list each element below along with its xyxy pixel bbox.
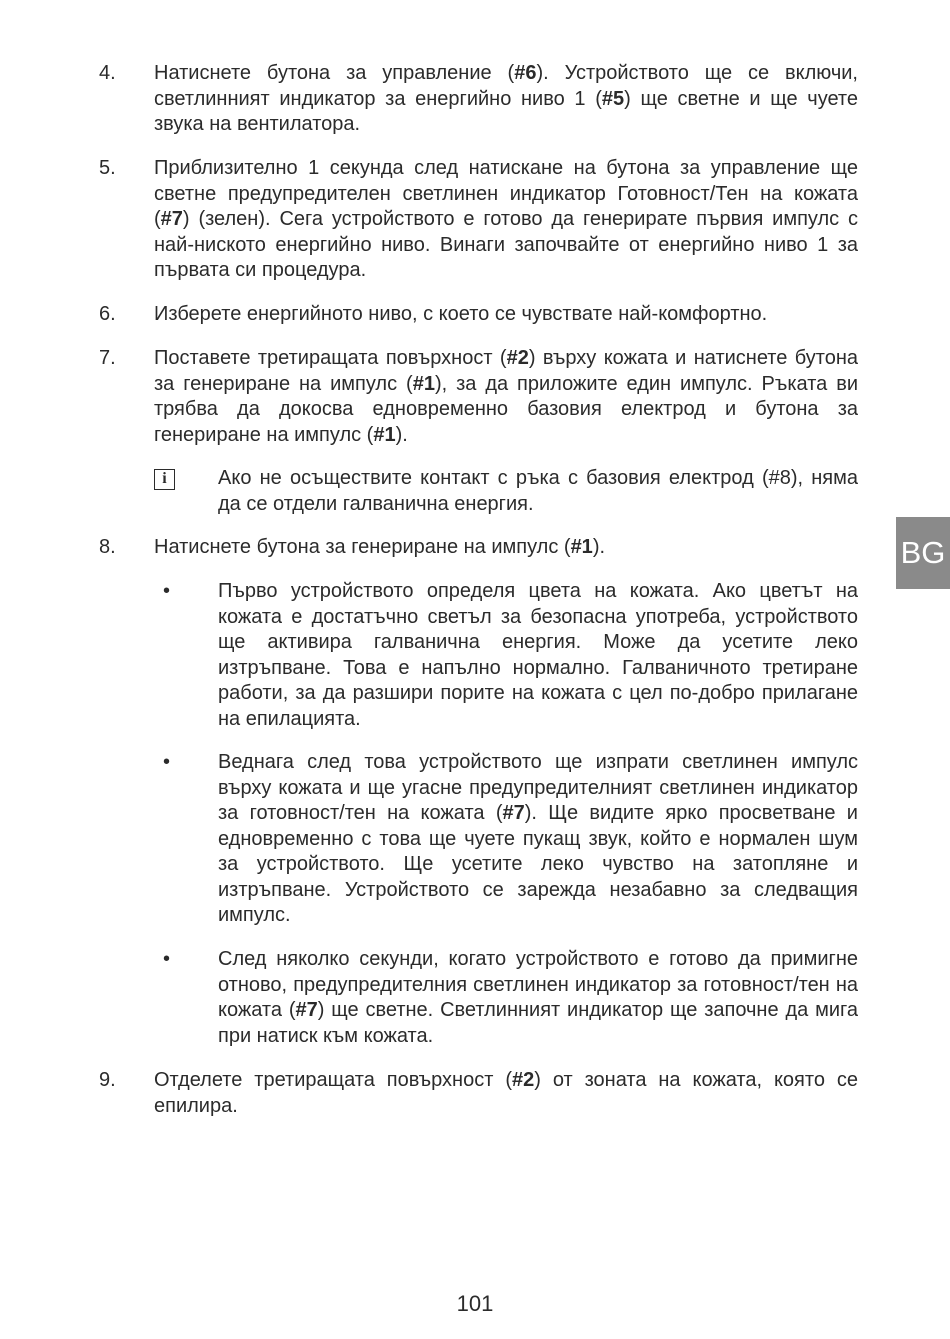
text-run: Изберете енергийното ниво, с което се чувствате най-комфортно.	[154, 303, 768, 325]
step-text	[154, 156, 858, 284]
text-run: ) ще светне. Светлинният индикатор ще започне да мига при натиск към кожата.	[218, 999, 858, 1047]
ref-bold: #2	[506, 347, 529, 369]
bullet-text	[218, 947, 858, 1049]
info-icon: i	[154, 469, 175, 490]
ref-bold: #5	[601, 87, 625, 110]
text-run: Отделете третиращата повърхност (	[154, 1069, 512, 1091]
text-run: Приблизително 1 секунда след натискане на бутона за управление ще светне предупредителен светлинен индикатор Готовност/Тен на кожата (	[154, 157, 858, 230]
text-run: ), за да приложите един импулс. Ръката ви трябва да докосва едновременно базовия електрод и бутона за генериране на импулс (	[154, 372, 859, 446]
step-number: 4.	[99, 62, 116, 84]
ref-bold: #2	[511, 1069, 535, 1091]
step-text	[154, 535, 858, 561]
step-text	[154, 61, 858, 138]
page-number: 101	[456, 1291, 494, 1316]
text-run: Натиснете бутона за управление (	[154, 62, 515, 84]
bullet-text: Първо устройството определя цвета на кожата. Ако цветът на кожата е достатъчно светъл за безопасна употреба, устройството ще активира галванична енергия. Може да усетите леко изтръпване. Това е напълно нормално. Галваничното третиране работи, за да разшири порите на кожата с цел по-добро прилагане на епилацията.	[218, 580, 858, 730]
bullet-mark: •	[163, 580, 171, 602]
step-text	[154, 302, 858, 328]
bullet-text	[218, 750, 858, 929]
step-text	[154, 346, 858, 448]
text-run: ).	[592, 536, 606, 558]
text-run: ) върху кожата и натиснете бутона за генериране на импулс (	[154, 347, 858, 395]
text-run: ). Ще видите ярко просветване и едновременно с това ще чуете пукащ звук, който е нормален шум за устройството. Ще усетите леко чувство на затопляне и изтръпване. Устройството се зарежда незабавно за следващия импулс.	[218, 802, 858, 926]
ref-bold: #7	[502, 802, 525, 824]
step-number: 6.	[99, 303, 116, 325]
text-run: Веднага след това устройството ще изпрати светлинен импулс върху кожата и ще угасне предупредителният светлинен индикатор за готовност/тен на кожата (	[218, 751, 858, 824]
text-run: ).	[395, 423, 408, 446]
step-number: 9.	[99, 1069, 116, 1091]
text-run: ) от зоната на кожата, която се епилира.	[154, 1069, 859, 1117]
ref-bold: #7	[160, 208, 183, 230]
text-run: ). Устройството ще се включи, светлинният индикатор за енергийно ниво 1 (	[154, 62, 858, 110]
ref-bold: #7	[295, 999, 318, 1021]
step-text	[154, 1068, 858, 1119]
text-run: ) (зелен). Сега устройството е готово да генерирате първия импулс с най-ниското енергийно ниво. Винаги започвайте от енергийно ниво 1 за първата си процедура.	[154, 208, 858, 281]
text-run: След няколко секунди, когато устройството е готово да примигне отново, предупредителния светлинен индикатор за готовност/тен на кожата (	[218, 948, 858, 1021]
step-number: 7.	[99, 347, 116, 369]
ref-bold: #1	[373, 423, 396, 446]
ref-bold: #6	[514, 62, 537, 84]
text-run: ) ще светне и ще чуете звука на вентилатора.	[154, 87, 858, 135]
text-run: Поставете третиращата повърхност (	[154, 347, 507, 369]
language-tab: BG	[896, 517, 950, 589]
ref-bold: #1	[570, 536, 593, 558]
bullet-mark: •	[163, 948, 171, 970]
step-number: 8.	[99, 536, 116, 558]
note-text: Ако не осъществите контакт с ръка с базовия електрод (#8), няма да се отдели галванична енергия.	[218, 467, 858, 515]
text-run: Натиснете бутона за генериране на импулс (	[154, 536, 571, 558]
ref-bold: #1	[412, 372, 435, 395]
bullet-mark: •	[163, 751, 171, 773]
step-number: 5.	[99, 157, 116, 179]
